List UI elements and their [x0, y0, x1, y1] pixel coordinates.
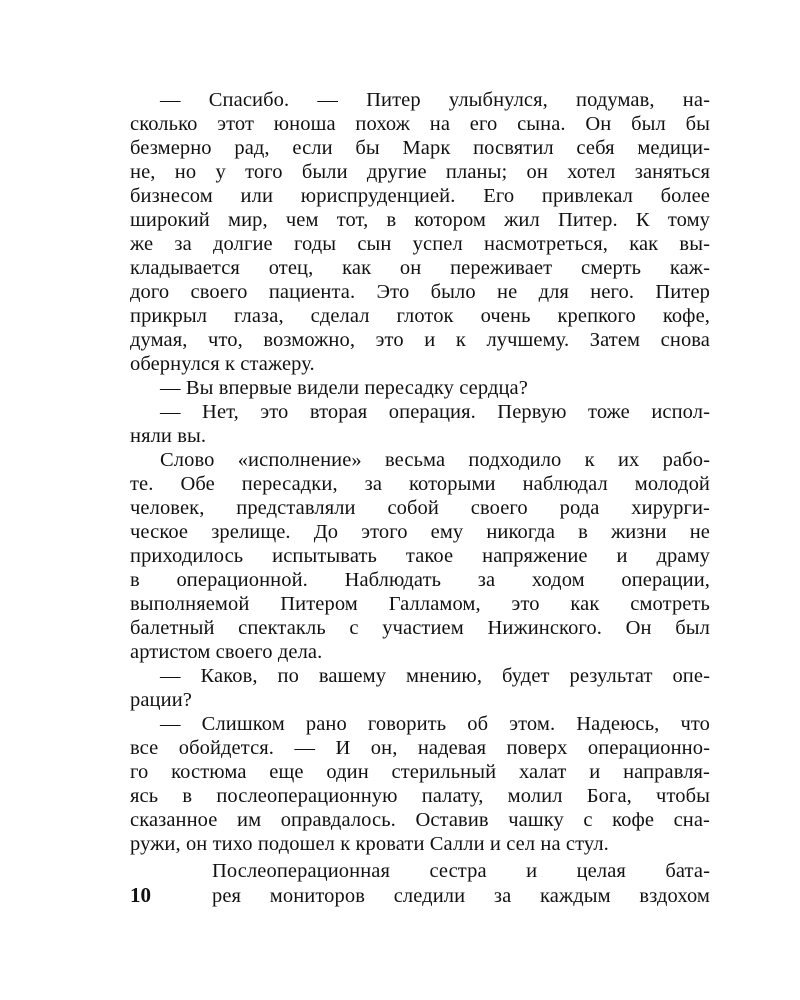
text-line: же за долгие годы сын успел насмотреться, как вы- — [130, 233, 710, 255]
text-line: не, но у того были другие планы; он хотел заняться — [130, 161, 710, 183]
text-line: в операционной. Наблюдать за ходом операции, — [130, 569, 710, 591]
text-line: — Нет, это вторая операция. Первую тоже испол- — [160, 401, 710, 423]
text-line: — Слишком рано говорить об этом. Надеюсь, что — [160, 713, 710, 735]
text-line: безмерно рад, если бы Марк посвятил себя медици- — [130, 137, 710, 159]
page-number: 10 — [130, 883, 151, 907]
text-line: — Вы впервые видели пересадку сердца? — [160, 377, 528, 399]
text-line: балетный спектакль с участием Нижинского. Он был — [130, 617, 710, 639]
text-line: прикрыл глаза, сделал глоток очень крепкого кофе, — [130, 305, 710, 327]
text-line: няли вы. — [130, 425, 207, 447]
text-line: — Каков, по вашему мнению, будет результат опе- — [160, 665, 710, 687]
text-line: сколько этот юноша похож на его сына. Он был бы — [130, 113, 710, 135]
text-line: человек, представляли собой своего рода хирурги- — [130, 497, 710, 519]
text-line: ясь в послеоперационную палату, молил Бога, чтобы — [130, 785, 710, 807]
text-line: выполняемой Питером Галламом, это как смотреть — [130, 593, 710, 615]
text-line: артистом своего дела. — [130, 641, 323, 663]
text-line: кладывается отец, как он переживает смерть каж- — [130, 257, 710, 279]
text-line: бизнесом или юриспруденцией. Его привлекал более — [130, 185, 710, 207]
text-line: ческое зрелище. До этого ему никогда в жизни не — [130, 521, 710, 543]
text-line: Послеоперационная сестра и целая бата- — [212, 860, 710, 882]
text-line: широкий мир, чем тот, в котором жил Питер. К тому — [130, 209, 710, 231]
text-line: дого своего пациента. Это было не для него. Питер — [130, 281, 710, 303]
text-line: думая, что, возможно, это и к лучшему. Затем снова — [130, 329, 710, 351]
text-line: те. Обе пересадки, за которыми наблюдал молодой — [130, 473, 710, 495]
text-line: — Спасибо. — Питер улыбнулся, подумав, на- — [160, 89, 710, 111]
text-line: обернулся к стажеру. — [130, 353, 315, 375]
text-line: приходилось испытывать такое напряжение и драму — [130, 545, 710, 567]
text-line: ружи, он тихо подошел к кровати Салли и сел на стул. — [130, 833, 609, 855]
text-line: сказанное им оправдалось. Оставив чашку с кофе сна- — [130, 809, 710, 831]
text-line: все обойдется. — И он, надевая поверх операционно- — [130, 737, 710, 759]
text-line: рации? — [130, 689, 192, 711]
text-line: го костюма еще один стерильный халат и направля- — [130, 761, 710, 783]
text-line: рея мониторов следили за каждым вздохом — [212, 885, 710, 907]
text-line: Слово «исполнение» весьма подходило к их рабо- — [160, 449, 710, 471]
